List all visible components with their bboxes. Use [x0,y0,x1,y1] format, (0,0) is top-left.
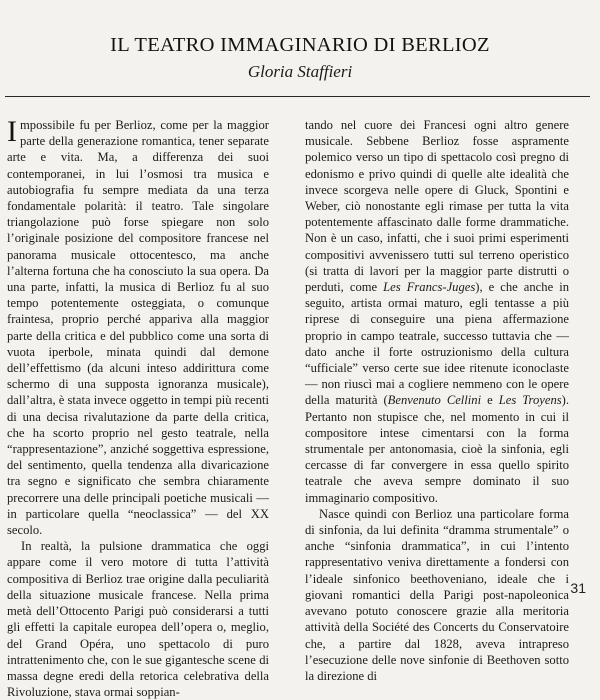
right-paragraph-1-part-a: tando nel cuore dei Francesi ogni altro genere musicale. Sebbene Berlioz fosse aspramente polemico verso un tipo di spettacolo così pregno di edonismo e privo quindi di quelle alte idealità che invece scorgeva nelle opere di Gluck, Spontini e Weber, ciò nonostante egli rimase per tutta la vita potentemente affascinato dalle forme drammatiche. Non è un caso, infatti, che i suoi primi esperimenti compositivi avvenissero tutti sul terreno operistico (si tratta di lavori per la maggior parte distrutti o perduti, come [305,118,569,295]
title-les-troyens: Les Troyens [498,393,562,408]
right-paragraph-1 [305,117,569,506]
right-paragraph-1-part-d: ). Pertanto non stupisce che, nel momento in cui il compositore intese cimentarsi con la forma strumentale per antonomasia, cioè la sinfonia, egli cercasse di far convergere in essa quello spirito teatrale che aveva sempre dominato il suo immaginario compositivo. [305,393,569,505]
article-author: Gloria Staffieri [247,62,353,81]
left-paragraph-1-text: mpossibile fu per Berlioz, come per la maggior parte della generazione romantica, tener separate arte e vita. Ma, a differenza dei suoi contemporanei, in lui l’osmosi tra musica e autobiografia fu sempre mediata da una terza fondamentale polarità: il teatro. Tale singolare triangolazione può forse spiegare non solo l’originale posizione del compositore francese nel panorama musicale ottocentesco, ma anche l’alterna fortuna che ha conosciuto la sua opera. Da una parte, infatti, la musica di Berlioz fu al suo tempo potentemente osteggiata, o comunque fraintesa, proprio perché appariva alla maggior parte della critica e del pubblico come una sorta di vuota iperbole, minata quindi dal demone dell’effettismo (da alcuni inteso addirittura come schermo di una supposta ignoranza musicale), dall’altra, è stata invece oggetto in tempi più recenti di una decisa rivalutazione da parte della critica, che ha scorto proprio nel gesto teatrale, nella “rappresentazione”, anziché soggettiva espressione, del sentimento, quella tendenza alla divaricazione tra segno e significato che sembra chiaramente precorrere una delle principali poetiche musicali — in particolare quella “neoclassica” — del XX secolo. [7,118,269,538]
article-title: IL TEATRO IMMAGINARIO DI BERLIOZ [110,34,490,56]
right-paragraph-1-part-c: e [481,393,499,408]
right-paragraph-1-part-b: ), e che anche in seguito, artista ormai maturo, egli tentasse a più riprese di conseguire una piena affermazione proprio in campo teatrale, successo tuttavia che — dato anche il forte ostruzionismo della cultura “ufficiale” verso certe sue idee ritenute iconoclaste — non riuscì mai a cogliere nemmeno con le opere della maturità ( [305,280,569,408]
header-divider [5,96,590,97]
title-benvenuto-cellini: Benvenuto Cellini [387,393,482,408]
right-paragraph-2: Nasce quindi con Berlioz una particolare forma di sinfonia, da lui definita “dramma strumentale” o anche “sinfonia drammatica”, in cui l’intento rappresentativo veniva direttamente a fondersi con l’ideale sinfonico beethoveniano, ideale che i giovani romantici della Parigi post-napoleonica avevano potuto conoscere grazie alla meritoria attività della Société des Concerts du Conservatoire che, a partire dal 1828, aveva intrapreso l’esecuzione delle nove sinfonie di Beethoven sotto la direzione di [305,506,569,683]
left-paragraph-2: In realtà, la pulsione drammatica che oggi appare come il vero motore di tutta l’attività compositiva di Berlioz trae origine dalla peculiarità della situazione musicale francese. Nella prima metà dell’Ottocento Parigi può considerarsi a tutti gli effetti la capitale europea dell’opera o, meglio, del Grand Opéra, uno spettacolo di puro intrattenimento che, con le sue gigantesche scene di massa degne eredi della retorica celebrativa della Rivoluzione, stava ormai soppian- [7,539,269,700]
left-column [7,117,269,700]
page-number: 31 [570,580,586,596]
left-paragraph-1 [7,117,269,538]
title-les-francs-juges: Les Francs-Juges [383,280,476,295]
right-column [305,117,569,684]
drop-cap: I [7,115,17,148]
